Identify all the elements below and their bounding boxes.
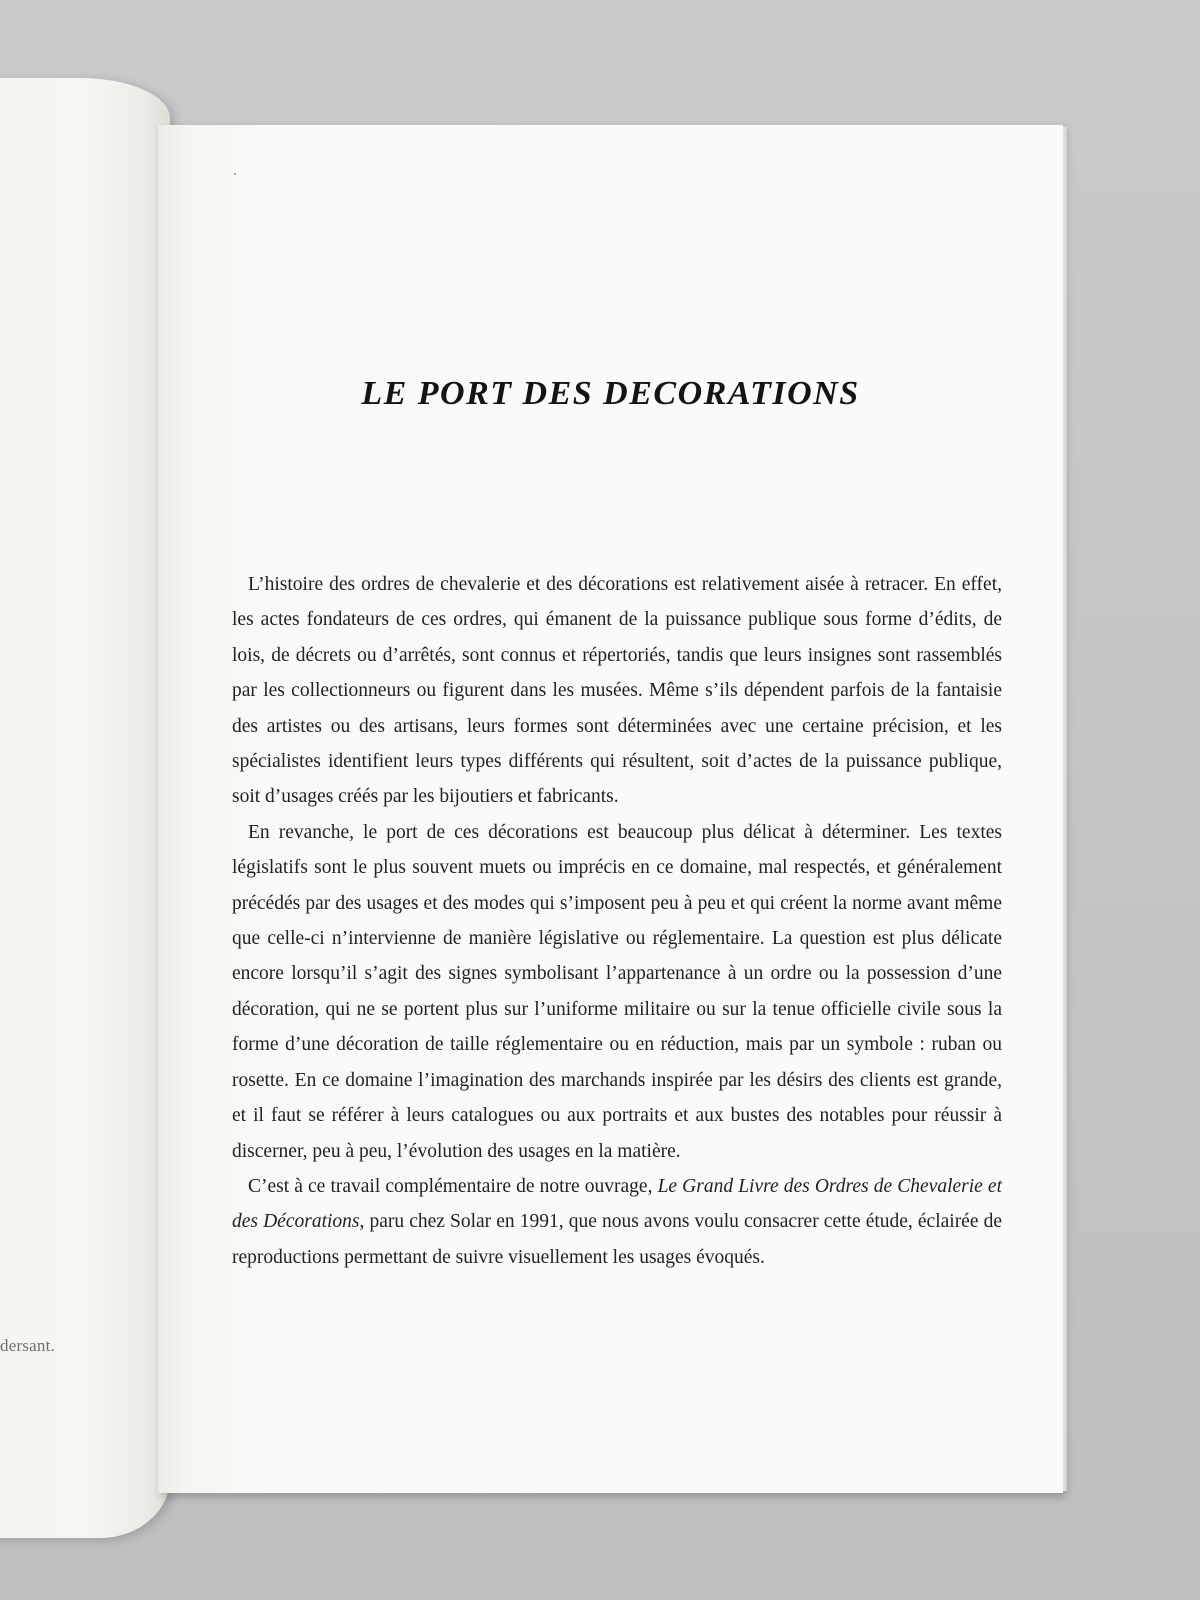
paragraph-1: L’histoire des ordres de chevalerie et des décorations est relativement aisée à retracer. En effet, les actes fondateurs de ces ordres, qui émanent de la puissance publique sous forme d’édits, de lois, de décrets ou d’arrêtés, sont connus et répertoriés, tandis que leurs insignes sont rassemblés par les collectionneurs ou figurent dans les musées. Même s’ils dépendent parfois de la fantaisie des artistes ou des artisans, leurs formes sont déterminées avec une certaine précision, et les spécialistes identifient leurs types différents qui résultent, soit d’actes de la puissance publique, soit d’usages créés par les bijoutiers et fabricants. — [232, 574, 1002, 808]
paper-speck — [234, 173, 236, 175]
left-page — [0, 78, 170, 1538]
paragraph-3-start: C’est à ce travail complémentaire de notre ouvrage, — [248, 1175, 658, 1197]
left-page-text-fragment: dersant. — [0, 1336, 55, 1355]
paragraph-3 — [232, 1169, 1002, 1275]
body-text — [232, 567, 1002, 1275]
paragraph-2: En revanche, le port de ces décorations est beaucoup plus délicat à déterminer. Les textes législatifs sont le plus souvent muets ou imprécis en ce domaine, mal respectés, et généralement précédés par des usages et des modes qui s’imposent peu à peu et qui créent la norme avant même que celle-ci n’intervienne de manière législative ou réglementaire. La question est plus délicate encore lorsqu’il s’agit des signes symbolisant l’appartenance à un ordre ou la possession d’une décoration, qui ne se portent plus sur l’uniforme militaire ou sur la tenue officielle civile sous la forme d’une décoration de taille réglementaire ou en réduction, mais par un symbole : ruban ou rosette. En ce domaine l’imagination des marchands inspirée par les désirs des clients est grande, et il faut se référer à leurs catalogues ou aux portraits et aux bustes des notables pour réussir à discerner, peu à peu, l’évolution des usages en la matière. — [232, 821, 1002, 1162]
page-title: LE PORT DES DECORATIONS — [361, 375, 860, 412]
book-title: Le Grand Livre des Ordres de Chevalerie et des Décorations — [232, 1175, 1003, 1233]
paragraph-3-end: , paru chez Solar en 1991, que nous avons voulu consacrer cette étude, éclairée de reproductions permettant de suivre visuellement les usages évoqués. — [232, 1211, 1002, 1268]
page-edge — [1063, 127, 1067, 1491]
right-page — [158, 125, 1063, 1493]
